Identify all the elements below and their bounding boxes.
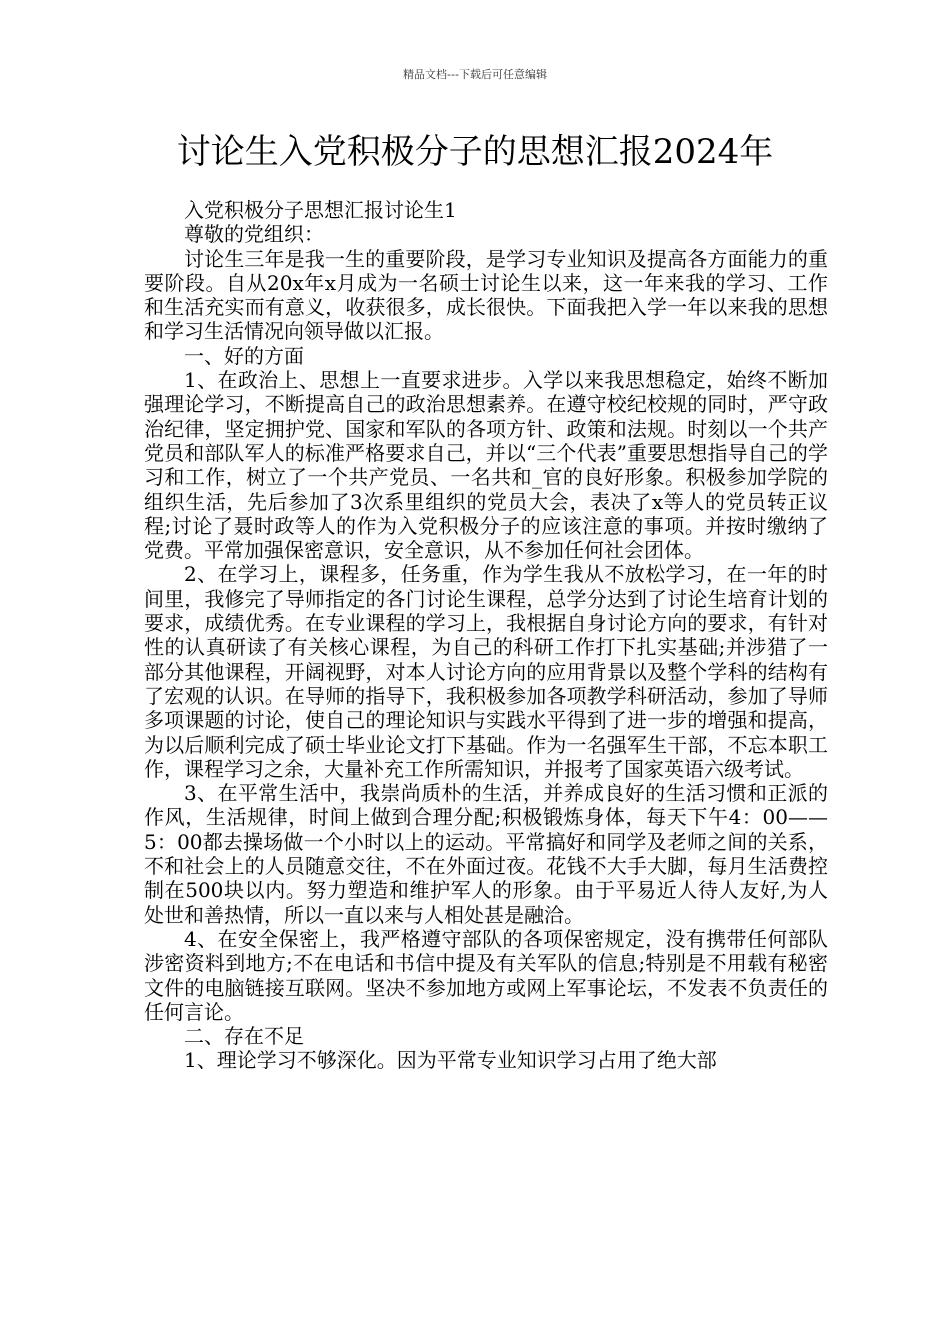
section-heading-weaknesses: 二、存在不足 — [184, 1024, 304, 1049]
header-note: 精品文档---下载后可任意编辑 — [403, 68, 547, 81]
subtitle-line: 入党积极分子思想汇报讨论生1 — [184, 198, 457, 222]
paragraph-intro: 讨论生三年是我一生的重要阶段，是学习专业知识及提高各方面能力的重要阶段。自从20x年x月成为一名硕士讨论生以来，这一年来我的学习、工作和生活充实而有意义，收获很多，成长很快。下面我把入学一年以来我的思想和学习生活情况向领导做以汇报。 — [144, 246, 828, 344]
paragraph-study: 2、在学习上，课程多，任务重，作为学生我从不放松学习，在一年的时间里，我修完了导师指定的各门讨论生课程，总学分达到了讨论生培育计划的要求，成绩优秀。在专业课程的学习上，我根据自身讨论方向的要求，有针对性的认真研读了有关核心课程，为自己的科研工作打下扎实基础;并涉猎了一部分其他课程，开阔视野，对本人讨论方向的应用背景以及整个学科的结构有了宏观的认识。在导师的指导下，我积极参加各项教学科研活动，参加了导师多项课题的讨论，使自己的理论知识与实践水平得到了进一步的增强和提高，为以后顺利完成了硕士毕业论文打下基础。作为一名强军生干部，不忘本职工作，课程学习之余，大量补充工作所需知识，并报考了国家英语六级考试。 — [144, 562, 828, 781]
paragraph-theory: 1、理论学习不够深化。因为平常专业知识学习占用了绝大部 — [184, 1048, 717, 1073]
paragraph-politics: 1、在政治上、思想上一直要求进步。入学以来我思想稳定，始终不断加强理论学习，不断提高自己的政治思想素养。在遵守校纪校规的同时，严守政治纪律，坚定拥护党、国家和军队的各项方针、政策和法规。时刻以一个共产党员和部队军人的标准严格要求自己，并以“三个代表”重要思想指导自己的学习和工作，树立了一个共产党员、一名共和_官的良好形象。积极参加学院的组织生活，先后参加了3次系里组织的党员大会，表决了x等人的党员转正议程;讨论了聂时政等人的作为入党积极分子的应该注意的事项。并按时缴纳了党费。平常加强保密意识，安全意识，从不参加任何社会团体。 — [144, 368, 828, 563]
document-body — [144, 198, 828, 1073]
paragraph-life: 3、在平常生活中，我崇尚质朴的生活，并养成良好的生活习惯和正派的作风，生活规律，时间上做到合理分配;积极锻炼身体，每天下午4：00——5：00都去操场做一个小时以上的运动。平常搞好和同学及老师之间的关系，不和社会上的人员随意交往，不在外面过夜。花钱不大手大脚，每月生活费控制在500块以内。努力塑造和维护军人的形象。由于平易近人待人友好,为人处世和善热情，所以一直以来与人相处甚是融洽。 — [144, 781, 828, 927]
document-title: 讨论生入党积极分子的思想汇报2024年 — [176, 132, 774, 172]
section-heading-strengths: 一、好的方面 — [184, 343, 304, 368]
salutation: 尊敬的党组织： — [184, 222, 324, 247]
paragraph-security: 4、在安全保密上，我严格遵守部队的各项保密规定，没有携带任何部队涉密资料到地方;不在电话和书信中提及有关军队的信息;特别是不用载有秘密文件的电脑链接互联网。坚决不参加地方或网上军事论坛，不发表不负责任的任何言论。 — [144, 926, 828, 1024]
